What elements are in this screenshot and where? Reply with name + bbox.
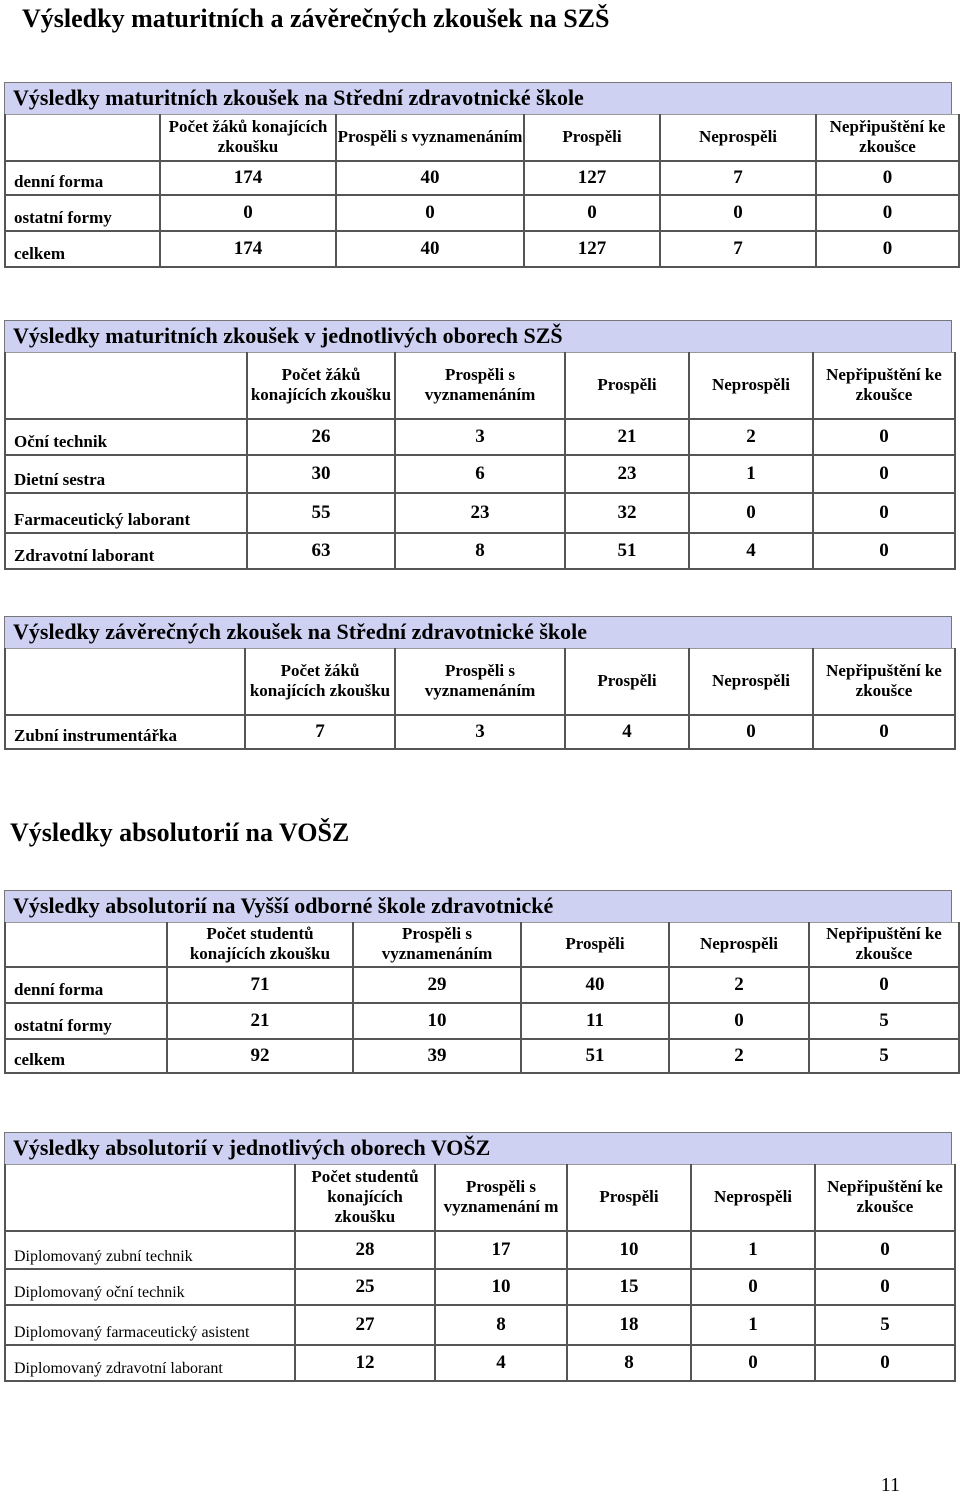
header-cell: Prospěli xyxy=(567,1165,691,1231)
data-cell: 7 xyxy=(660,231,816,267)
header-empty xyxy=(5,923,167,967)
results-table-maturity-forms xyxy=(4,114,960,268)
header-cell: Neprospěli xyxy=(689,353,813,419)
data-cell: 127 xyxy=(524,231,660,267)
header-cell: Prospěli s vyznamenání m xyxy=(435,1165,567,1231)
row-label: ostatní formy xyxy=(5,1003,167,1039)
data-cell: 127 xyxy=(524,161,660,195)
data-cell: 8 xyxy=(435,1305,567,1345)
header-cell: Počet žáků konajících zkoušku xyxy=(245,649,395,715)
data-cell: 4 xyxy=(689,533,813,569)
data-cell: 0 xyxy=(816,161,959,195)
data-cell: 0 xyxy=(813,455,955,493)
data-cell: 18 xyxy=(567,1305,691,1345)
data-cell: 30 xyxy=(247,455,395,493)
data-cell: 92 xyxy=(167,1039,353,1073)
header-cell: Prospěli s vyznamenáním xyxy=(353,923,521,967)
header-cell: Neprospěli xyxy=(689,649,813,715)
data-cell: 4 xyxy=(565,715,689,749)
results-table-absolutoria-fields xyxy=(4,1164,956,1382)
row-label: Farmaceutický laborant xyxy=(5,493,247,533)
data-cell: 27 xyxy=(295,1305,435,1345)
header-cell: Nepřipuštění ke zkoušce xyxy=(815,1165,955,1231)
data-cell: 23 xyxy=(565,455,689,493)
data-cell: 0 xyxy=(660,195,816,231)
data-cell: 0 xyxy=(160,195,336,231)
results-table-absolutoria-forms xyxy=(4,922,960,1074)
header-cell: Prospěli xyxy=(521,923,669,967)
header-empty xyxy=(5,649,245,715)
row-label: denní forma xyxy=(5,967,167,1003)
data-cell: 0 xyxy=(813,715,955,749)
data-cell: 7 xyxy=(660,161,816,195)
row-label: Diplomovaný zubní technik xyxy=(5,1231,295,1269)
data-cell: 21 xyxy=(565,419,689,455)
data-cell: 0 xyxy=(813,533,955,569)
data-cell: 0 xyxy=(816,231,959,267)
table-title: Výsledky absolutorií na Vyšší odborné škole zdravotnické xyxy=(4,890,952,922)
header-cell: Počet žáků konajících zkoušku xyxy=(160,115,336,161)
data-cell: 51 xyxy=(521,1039,669,1073)
row-label: Diplomovaný farmaceutický asistent xyxy=(5,1305,295,1345)
data-cell: 174 xyxy=(160,231,336,267)
page-number: 11 xyxy=(880,1474,900,1496)
data-cell: 174 xyxy=(160,161,336,195)
results-table-maturity-fields xyxy=(4,352,956,570)
header-cell: Neprospěli xyxy=(660,115,816,161)
header-cell: Počet žáků konajících zkoušku xyxy=(247,353,395,419)
header-cell: Prospěli xyxy=(565,353,689,419)
data-cell: 0 xyxy=(813,493,955,533)
header-empty xyxy=(5,353,247,419)
data-cell: 0 xyxy=(815,1269,955,1305)
data-cell: 0 xyxy=(809,967,959,1003)
data-cell: 25 xyxy=(295,1269,435,1305)
data-cell: 39 xyxy=(353,1039,521,1073)
row-label: Zubní instrumentářka xyxy=(5,715,245,749)
data-cell: 11 xyxy=(521,1003,669,1039)
data-cell: 0 xyxy=(691,1345,815,1381)
row-label: Zdravotní laborant xyxy=(5,533,247,569)
table-title: Výsledky závěrečných zkoušek na Střední zdravotnické škole xyxy=(4,616,952,648)
row-label: Diplomovaný zdravotní laborant xyxy=(5,1345,295,1381)
data-cell: 26 xyxy=(247,419,395,455)
data-cell: 40 xyxy=(336,161,524,195)
data-cell: 5 xyxy=(809,1003,959,1039)
data-cell: 1 xyxy=(691,1305,815,1345)
data-cell: 2 xyxy=(669,1039,809,1073)
data-cell: 15 xyxy=(567,1269,691,1305)
data-cell: 40 xyxy=(521,967,669,1003)
header-cell: Nepřipuštění ke zkoušce xyxy=(816,115,959,161)
data-cell: 63 xyxy=(247,533,395,569)
data-cell: 8 xyxy=(395,533,565,569)
row-label: Diplomovaný oční technik xyxy=(5,1269,295,1305)
header-cell: Neprospěli xyxy=(691,1165,815,1231)
data-cell: 5 xyxy=(815,1305,955,1345)
data-cell: 5 xyxy=(809,1039,959,1073)
header-empty xyxy=(5,115,160,161)
header-cell: Prospěli xyxy=(524,115,660,161)
table-title: Výsledky maturitních zkoušek v jednotlivých oborech SZŠ xyxy=(4,320,952,352)
data-cell: 23 xyxy=(395,493,565,533)
data-cell: 21 xyxy=(167,1003,353,1039)
header-cell: Prospěli xyxy=(565,649,689,715)
data-cell: 3 xyxy=(395,715,565,749)
row-label: Dietní sestra xyxy=(5,455,247,493)
row-label: ostatní formy xyxy=(5,195,160,231)
header-cell: Prospěli s vyznamenáním xyxy=(336,115,524,161)
data-cell: 0 xyxy=(524,195,660,231)
data-cell: 28 xyxy=(295,1231,435,1269)
data-cell: 4 xyxy=(435,1345,567,1381)
data-cell: 10 xyxy=(353,1003,521,1039)
data-cell: 55 xyxy=(247,493,395,533)
data-cell: 2 xyxy=(689,419,813,455)
data-cell: 10 xyxy=(567,1231,691,1269)
row-label: denní forma xyxy=(5,161,160,195)
data-cell: 17 xyxy=(435,1231,567,1269)
data-cell: 0 xyxy=(816,195,959,231)
data-cell: 10 xyxy=(435,1269,567,1305)
data-cell: 2 xyxy=(669,967,809,1003)
header-cell: Prospěli s vyznamenáním xyxy=(395,353,565,419)
header-cell: Nepřipuštění ke zkoušce xyxy=(813,353,955,419)
data-cell: 0 xyxy=(336,195,524,231)
data-cell: 0 xyxy=(689,715,813,749)
data-cell: 0 xyxy=(815,1345,955,1381)
data-cell: 32 xyxy=(565,493,689,533)
data-cell: 3 xyxy=(395,419,565,455)
data-cell: 1 xyxy=(689,455,813,493)
data-cell: 8 xyxy=(567,1345,691,1381)
results-table-final-exams xyxy=(4,648,956,750)
data-cell: 0 xyxy=(691,1269,815,1305)
data-cell: 0 xyxy=(815,1231,955,1269)
data-cell: 0 xyxy=(813,419,955,455)
data-cell: 71 xyxy=(167,967,353,1003)
row-label: celkem xyxy=(5,231,160,267)
data-cell: 0 xyxy=(669,1003,809,1039)
header-cell: Nepřipuštění ke zkoušce xyxy=(813,649,955,715)
row-label: celkem xyxy=(5,1039,167,1073)
header-empty xyxy=(5,1165,295,1231)
data-cell: 29 xyxy=(353,967,521,1003)
data-cell: 51 xyxy=(565,533,689,569)
row-label: Oční technik xyxy=(5,419,247,455)
header-cell: Počet studentů konajících zkoušku xyxy=(167,923,353,967)
section-title: Výsledky absolutorií na VOŠZ xyxy=(10,818,350,847)
header-cell: Neprospěli xyxy=(669,923,809,967)
header-cell: Nepřipuštění ke zkoušce xyxy=(809,923,959,967)
data-cell: 6 xyxy=(395,455,565,493)
data-cell: 12 xyxy=(295,1345,435,1381)
data-cell: 40 xyxy=(336,231,524,267)
page-title: Výsledky maturitních a závěrečných zkoušek na SZŠ xyxy=(22,4,610,33)
data-cell: 7 xyxy=(245,715,395,749)
header-cell: Prospěli s vyznamenáním xyxy=(395,649,565,715)
table-title: Výsledky absolutorií v jednotlivých oborech VOŠZ xyxy=(4,1132,952,1164)
data-cell: 0 xyxy=(689,493,813,533)
data-cell: 1 xyxy=(691,1231,815,1269)
header-cell: Počet studentů konajících zkoušku xyxy=(295,1165,435,1231)
table-title: Výsledky maturitních zkoušek na Střední zdravotnické škole xyxy=(4,82,952,114)
